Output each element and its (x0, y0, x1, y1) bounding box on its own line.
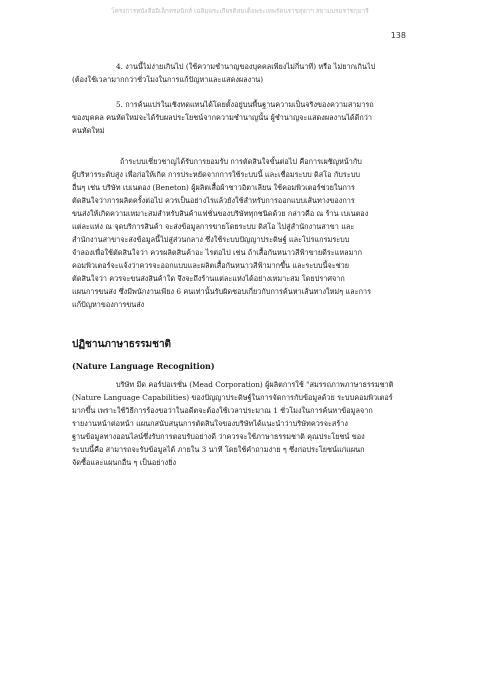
section-subtitle: (Nature Language Recognition) (72, 361, 215, 371)
text-line: ฐานข้อมูลทางออนไลน์ซึ่งรับการตอบรับอย่างดี ว่าควรจะใช้ภาษาธรรมชาติ คุณประโยชน์ ของ (72, 432, 365, 441)
text-line: บริษัท มีด คอร์ปอเรชั่น (Mead Corporation) ผู้ผลิตการใช้ "สมรรถภาพภาษาธรรมชาติ (116, 380, 394, 389)
text-line: 5. การค้นแปรในเชิงทดแทนได้โดยตั้งอยู่บนพื้นฐานความเป็นจริงของความสามารถ (116, 100, 374, 109)
text-line: ผู้บริหารระดับสูง เพื่อก่อให้เกิด การประหยัดจากการใช้ระบบนี้ และเชื่อมระบบ ดิสโอ กับระบบ (72, 170, 361, 179)
text-line: คนหัดใหม่ (72, 126, 105, 135)
page-content (72, 60, 412, 469)
page-number: 138 (390, 31, 406, 40)
text-line: แผนการขนส่ง ซึ่งมีพนักงานเพียง 6 คนเท่านั้นรับผิดชอบเกี่ยวกับการค้นหาเส้นทางใหม่ๆ และการ (72, 287, 372, 296)
text-line: จำลองเพื่อใช้ตัดสินใจว่า ควรผลิตสินค้าอะ ไรต่อไป เช่น ถ้าเสื้อกันหนาวสีฟ้าขายดีระแหลมาก (72, 248, 362, 257)
text-line: ขนส่งให้เกิดความเหมาะสมสำหรับสินค้าแฟชั่นของบริษัททุกชนิดด้วย กล่าวคือ ณ ร้าน เบเนตอง (72, 209, 369, 218)
text-line: แก้ปัญหาของการขนส่ง (72, 300, 145, 309)
text-line: สำนักงานสาขาจะส่งข้อมูลนี้ไปสู่ส่วนกลาง ซึ่งใช้ระบบปัญญาประดิษฐ์ และโปรแกรมระบบ (72, 235, 350, 244)
body-paragraph (72, 155, 412, 311)
list-item-5 (72, 98, 412, 137)
text-line: ตัดสินใจว่าการผลิตครั้งต่อไป ควรเป็นอย่างไรแล้วยังใช้สำหรับการออกแบบเส้นทางของการ (72, 196, 355, 205)
section-paragraph (72, 378, 412, 469)
text-line: ถ้าระบบเชี่ยวชาญได้รับการยอมรับ การตัดสินใจขั้นต่อไป คือการเผชิญหน้ากับ (120, 157, 362, 166)
section-title: ปฏิชานภาษาธรรมชาติ (72, 339, 172, 350)
text-line: ตัดสินใจว่า ควรจะขนส่งสินค้าใด จึงจะถึงร้านแต่ละแห่งได้อย่างเหมาะสม โดยปราศจาก (72, 274, 345, 283)
text-line: (ต้องใช้เวลามากกว่าชั่วโมงในการแก้ปัญหาและแสดงผลงาน) (72, 75, 264, 84)
text-line: 4. งานนี้ไม่ง่ายเกินไป (ใช้ความชำนาญของบุคคลเพียงไม่กี่นาที) หรือ ไม่ยากเกินไป (116, 62, 376, 71)
text-line: แต่ละแห่ง ณ จุดบริการสินค้า จะส่งข้อมูลการขายโดยระบบ ดิสโอ ไปสู่สำนักงานสาขา และ (72, 222, 355, 231)
text-line: มากขึ้น เพราะใช้วิธีการร้องขอว่าในอดีตจะต้องใช้เวลาประมาณ 1 ชั่วโมงในการค้นหาข้อมูลจาก (72, 406, 373, 415)
text-line: ระบบนี้คือ สามารถจะรับข้อมูลได้ ภายใน 3 นาที โดยใช้คำถามง่าย ๆ ซึ่งก่อประโยชน์แก่แผนก (72, 445, 365, 454)
watermark-text: โครงการหนังสืออิเล็กทรอนิกส์ เฉลิมพระเกียรติสมเด็จพระเทพรัตนราชสุดาฯ สยามบรมราชกุมารี (111, 8, 369, 15)
text-line: รายงานหน้าต่อหน้า แผนกสนับสนุนการตัดสินใจของบริษัทได้แนะนำว่าบริษัทควรจะสร้าง (72, 419, 348, 428)
text-line: (Nature Language Capabilities) ของปัญญาประดิษฐ์ในการจัดการกับข้อมูลด้วย ระบบคอมพิวเตอร์ (72, 393, 393, 402)
text-line: คอมพิวเตอร์จะแจ้งว่าควรจะออกแบบและผลิตเสื้อกันหนาวสีฟ้ามากขึ้น และระบบนี้จะช่วย (72, 261, 350, 270)
text-line: จัดซื้อและแผนกอื่น ๆ เป็นอย่างยิ่ง (72, 458, 177, 467)
text-line: อื่นๆ เช่น บริษัท เบเนตอง (Beneton) ผู้ผลิตเสื้อผ้าชาวอิตาเลียน ใช้คอมพิวเตอร์ช่วยในการ (72, 183, 355, 192)
text-line: ของบุคคล คนหัดใหม่จะได้รับผลประโยชน์จากความชำนาญนั้น ผู้ชำนาญจะแสดงผลงานได้ดีกว่า (72, 113, 372, 122)
list-item-4 (72, 60, 412, 86)
